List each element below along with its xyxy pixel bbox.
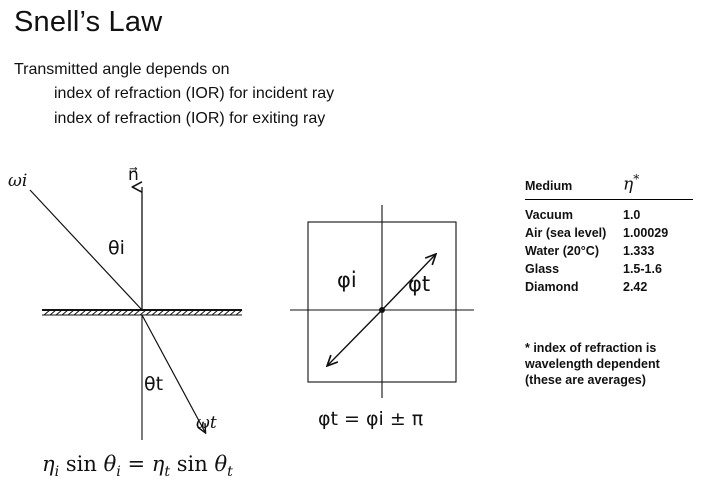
cell-eta: 1.0	[623, 207, 641, 222]
table-rule	[525, 199, 693, 200]
cell-eta: 2.42	[623, 279, 648, 294]
bullet-line-2: index of refraction (IOR) for incident ray	[54, 85, 335, 102]
cell-medium: Vacuum	[525, 207, 573, 222]
theta-i-label: θi	[108, 237, 125, 259]
snell-refraction-diagram	[0, 155, 290, 455]
transmitted-ray-label: ωt	[196, 413, 217, 433]
page-title: Snell’s Law	[14, 6, 163, 38]
table-header-eta: η*	[623, 172, 640, 195]
table-row	[525, 242, 693, 260]
cell-eta: 1.5-1.6	[623, 261, 662, 276]
cell-medium: Glass	[525, 261, 560, 276]
normal-vector-label: n⃗	[128, 165, 139, 185]
bullet-line-3: index of refraction (IOR) for exiting ray	[54, 110, 326, 127]
table-header-medium: Medium	[525, 178, 573, 193]
ior-table	[525, 172, 693, 296]
cell-eta: 1.00029	[623, 225, 669, 240]
cell-medium: Air (sea level)	[525, 225, 607, 240]
table-row	[525, 278, 693, 296]
table-row	[525, 260, 693, 278]
azimuth-svg	[290, 200, 490, 405]
incident-ray-line	[30, 190, 142, 310]
refraction-svg	[0, 155, 290, 455]
phi-i-arrow	[328, 310, 382, 365]
phi-t-label: φt	[408, 272, 431, 296]
cell-medium: Diamond	[525, 279, 579, 294]
cell-eta: 1.333	[623, 243, 655, 258]
theta-t-label: θt	[144, 373, 164, 395]
cell-medium: Water (20°C)	[525, 243, 599, 258]
table-row	[525, 206, 693, 224]
interface-surface	[42, 310, 242, 315]
snell-law-equation: $\eta_i$ $\sin \theta_i = \eta_t$ $\sin \theta_t$	[42, 452, 233, 481]
phi-i-label: φi	[337, 268, 357, 292]
table-header-row	[525, 172, 693, 199]
bullet-line-1: Transmitted angle depends on	[14, 61, 230, 78]
table-row	[525, 224, 693, 242]
incident-ray-label: ωi	[8, 171, 28, 191]
azimuth-equation: φt = φi ± π	[318, 408, 424, 430]
azimuth-diagram	[290, 200, 490, 450]
table-footnote: * index of refraction is wavelength dependent (these are averages)	[525, 341, 660, 387]
